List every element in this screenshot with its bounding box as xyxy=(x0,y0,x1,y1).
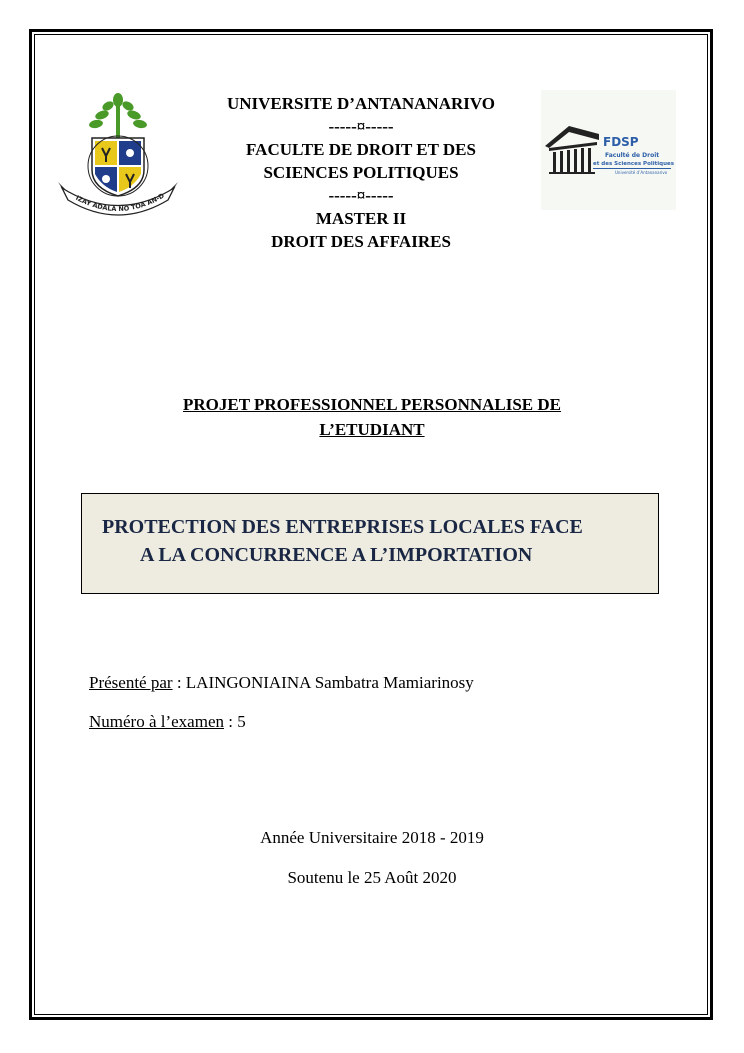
theme-title-line-2: A LA CONCURRENCE A L’IMPORTATION xyxy=(140,544,533,566)
faculty-building-icon xyxy=(541,90,676,210)
header-separator: -----¤----- xyxy=(328,117,394,136)
presented-by-row xyxy=(89,673,474,693)
faculty-name-line-1: FACULTE DE DROIT ET DES xyxy=(246,140,476,159)
program-name: DROIT DES AFFAIRES xyxy=(271,232,451,251)
exam-number-value: 5 xyxy=(237,712,246,731)
exam-number-label: Numéro à l’examen xyxy=(89,712,224,731)
header-separator: -----¤----- xyxy=(328,186,394,205)
logo-line-1: Faculté de Droit xyxy=(605,152,660,159)
theme-box xyxy=(81,493,659,594)
degree-level: MASTER II xyxy=(315,209,407,228)
logo-line-3: Université d’Antananarivo xyxy=(615,170,668,175)
presented-by-separator: : xyxy=(172,673,186,692)
defense-date: Soutenu le 25 Août 2020 xyxy=(287,868,457,887)
crest-motto: IZAY ADALA NO TOA AN-D xyxy=(74,191,166,214)
crest-icon xyxy=(58,88,178,218)
logo-acronym: FDSP xyxy=(603,135,639,149)
faculty-logo xyxy=(541,90,676,210)
faculty-name-line-2: SCIENCES POLITIQUES xyxy=(263,163,459,182)
academic-year: Année Universitaire 2018 - 2019 xyxy=(260,828,484,847)
presented-by-label: Présenté par xyxy=(89,673,173,692)
project-title xyxy=(80,392,664,442)
header-block xyxy=(180,92,542,253)
exam-number-row xyxy=(89,712,246,732)
exam-number-separator: : xyxy=(224,712,238,731)
student-name: LAINGONIAINA Sambatra Mamiarinosy xyxy=(185,673,474,692)
project-title-line-2: L’ETUDIANT xyxy=(319,420,425,439)
logo-line-2: et des Sciences Politiques xyxy=(593,161,675,167)
project-title-line-1: PROJET PROFESSIONNEL PERSONNALISE DE xyxy=(182,395,562,414)
university-name: UNIVERSITE D’ANTANANARIVO xyxy=(226,94,496,113)
theme-title-line-1: PROTECTION DES ENTREPRISES LOCALES FACE xyxy=(102,516,583,538)
university-crest-logo xyxy=(58,88,178,218)
